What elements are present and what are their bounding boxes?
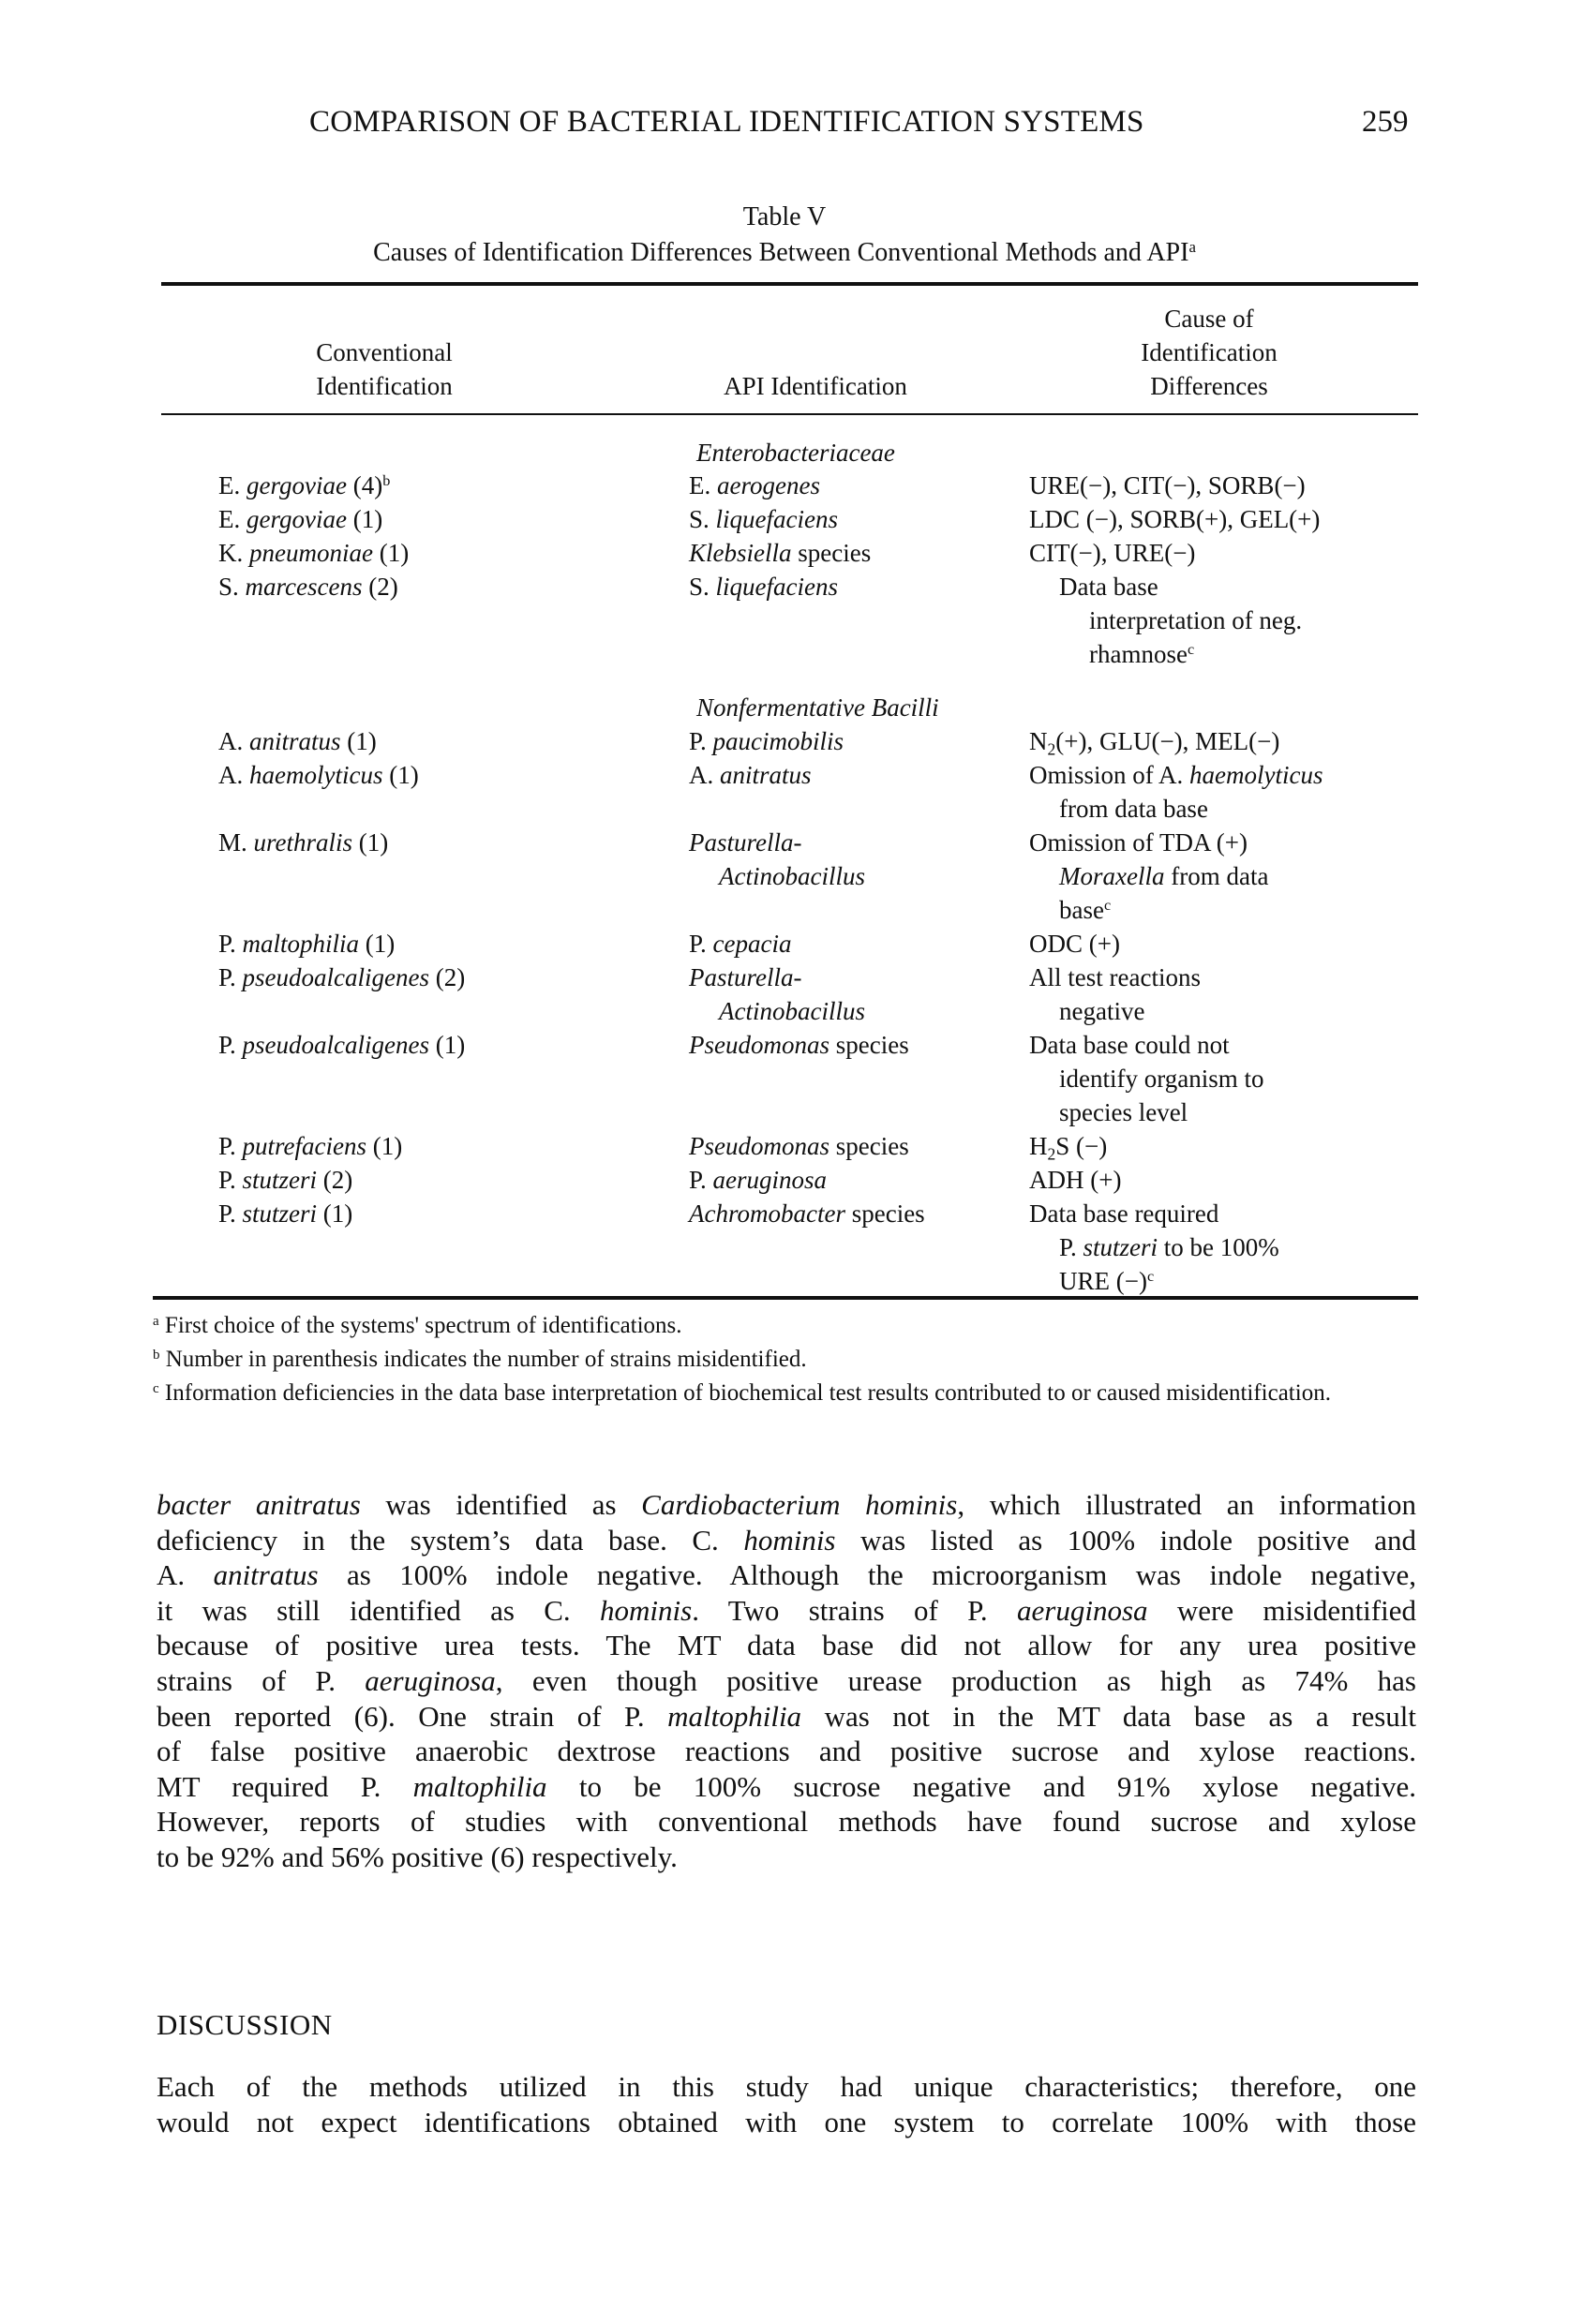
table-row-cause: All test reactions negative xyxy=(1029,963,1201,1025)
table-label: Table V xyxy=(742,202,827,231)
column-header-cause xyxy=(1097,302,1322,403)
table-row-conventional: S. marcescens (2) xyxy=(218,573,398,601)
table-row-cause: Omission of A. haemolyticus from data base xyxy=(1029,761,1323,823)
group-heading-nonfermentative-bacilli: Nonfermentative Bacilli xyxy=(696,693,939,722)
table-row-conventional: E. gergoviae $(4)^b$ xyxy=(218,471,391,499)
table-row-conventional: A. anitratus (1) xyxy=(218,727,377,755)
table-row-conventional: P. maltophilia (1) xyxy=(218,930,396,958)
table-footnote-a: $^a$ First choice of the systems' spectrum of identifications. xyxy=(153,1313,682,1338)
table-row-api: P. aeruginosa xyxy=(689,1166,828,1194)
table-row-conventional: M. urethralis (1) xyxy=(218,828,389,857)
table-row-api: P. paucimobilis xyxy=(689,727,844,755)
body-paragraph: Each of the methods utilized in this study had unique characteristics; therefore, one would not expect identifications obtained with one system to correlate 100% with those xyxy=(157,2070,1416,2138)
group-heading-enterobacteriaceae: Enterobacteriaceae xyxy=(696,439,895,467)
table-row-conventional: P. pseudoalcaligenes (1) xyxy=(218,1031,466,1059)
table-row-api: Pseudomonas species xyxy=(689,1132,909,1160)
table-top-rule xyxy=(161,282,1418,286)
body-paragraph: bacter anitratus was identified as Cardiobacterium hominis, which illustrated an information deficiency in the system’s data base. C. hominis was listed as 100% indole positive and A. anitratus as 100% indole negative. Although the microorganism was indole negative, it was still identified as C. hominis. Two strains of P. aeruginosa were misidentified because of positive urea tests. The MT data base did not allow for any urea positive strains of P. aeruginosa, even though positive urease production as high as 74% has been reported (6). One strain of P. maltophilia was not in the MT data base as a result of false positive anaerobic dextrose reactions and positive sucrose and xylose reactions. MT required P. maltophilia to be 100% sucrose negative and 91% xylose negative. However, reports of studies with conventional methods have found sucrose and xylose to be 92% and 56% positive (6) respectively. xyxy=(157,1488,1416,1873)
section-heading-discussion: DISCUSSION xyxy=(157,2008,333,2041)
table-row-cause: $N_2(+)$, GLU(−), MEL(−) xyxy=(1029,727,1280,759)
table-row-api: Pasturella- Actinobacillus xyxy=(689,963,865,1025)
table-footnote-b: $^b$ Number in parenthesis indicates the number of strains misidentified. xyxy=(153,1347,807,1372)
table-row-api: Klebsiella species xyxy=(689,539,872,567)
table-row-api: Pseudomonas species xyxy=(689,1031,909,1059)
table-row-conventional: P. stutzeri (1) xyxy=(218,1199,353,1228)
header-line: Identification xyxy=(316,372,453,400)
running-head: COMPARISON OF BACTERIAL IDENTIFICATION SYSTEMS xyxy=(309,105,1144,139)
table-row-conventional: P. putrefaciens (1) xyxy=(218,1132,403,1160)
table-title-text: Causes of Identification Differences Between Conventional Methods and API xyxy=(373,238,1189,267)
page-number: 259 xyxy=(1362,105,1409,139)
table-row-cause: URE(−), CIT(−), SORB(−) xyxy=(1029,471,1306,499)
table-row-cause: CIT(−), URE(−) xyxy=(1029,539,1196,567)
table-row-cause: ODC (+) xyxy=(1029,930,1120,958)
table-row-api: A. anitratus xyxy=(689,761,812,789)
footnote-marker: a xyxy=(1188,237,1196,256)
table-row-conventional: K. pneumoniae (1) xyxy=(218,539,410,567)
table-header-rule xyxy=(161,413,1418,415)
table-row-cause: LDC (−), SORB(+), GEL(+) xyxy=(1029,505,1321,533)
header-line: Conventional xyxy=(316,338,453,366)
table-row-conventional: E. gergoviae (1) xyxy=(218,505,383,533)
column-header-api: API Identification xyxy=(724,372,907,400)
table-row-api: Achromobacter species xyxy=(689,1199,925,1228)
table-row-conventional: P. pseudoalcaligenes (2) xyxy=(218,963,466,991)
header-line: Differences xyxy=(1150,372,1268,400)
table-title xyxy=(0,238,1569,268)
table-row-api: P. cepacia xyxy=(689,930,792,958)
header-line: Cause of xyxy=(1164,305,1254,333)
table-row-api: E. aerogenes xyxy=(689,471,820,499)
column-header-conventional xyxy=(281,335,487,403)
table-footnote-c: $^c$ Information deficiencies in the data base interpretation of biochemical test results contributed to or caused misidentification. xyxy=(153,1380,1331,1406)
table-row-cause: Omission of TDA (+) Moraxella from data base$^c$ xyxy=(1029,828,1269,924)
table-row-api: Pasturella- Actinobacillus xyxy=(689,828,865,890)
table-row-cause: $H_2S$ (−) xyxy=(1029,1132,1108,1164)
table-row-conventional: P. stutzeri (2) xyxy=(218,1166,353,1194)
table-row-cause: ADH (+) xyxy=(1029,1166,1122,1194)
table-row-api: S. liquefaciens xyxy=(689,573,838,601)
table-row-cause: Data base could not identify organism to species level xyxy=(1029,1031,1264,1126)
table-row-api: S. liquefaciens xyxy=(689,505,838,533)
table-row-cause: Data base interpretation of neg. rhamnose$^c$ xyxy=(1059,573,1303,668)
table-row-conventional: A. haemolyticus (1) xyxy=(218,761,419,789)
table-row-cause: Data base required P. stutzeri to be 100% URE $(-)^c$ xyxy=(1029,1199,1279,1295)
header-line: Identification xyxy=(1141,338,1278,366)
